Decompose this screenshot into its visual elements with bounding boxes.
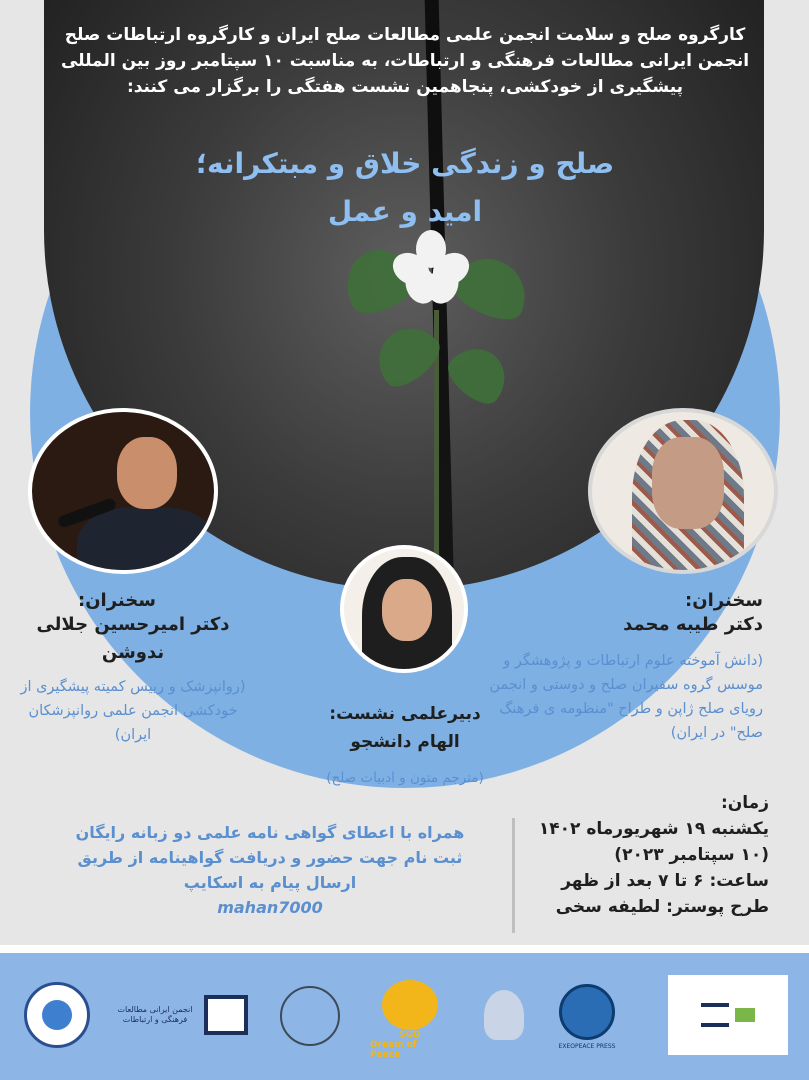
bird-icon	[484, 990, 524, 1040]
speaker-left-desc: (روانپزشک و رییس کمیته پیشگیری از خودکشی انجمن علمی روانپزشکان ایران)	[20, 679, 246, 743]
dove-icon	[382, 980, 438, 1030]
certificate-line-3: ارسال پیام به اسکایپ	[183, 873, 357, 892]
peace-studies-logo	[22, 980, 92, 1050]
moderator-avatar	[340, 545, 468, 673]
event-date-gregorian: (۱۰ سپتامبر ۲۰۲۳)	[614, 845, 769, 865]
wreath-icon	[280, 986, 340, 1046]
square-logo-icon	[204, 995, 248, 1035]
cultural-assoc-text: انجمن ایرانی مطالعات فرهنگی و ارتباطات	[117, 1005, 193, 1024]
cultural-assoc-logo	[110, 987, 250, 1043]
leaf-icon	[441, 336, 518, 411]
speaker-right-avatar	[588, 408, 778, 574]
unesco-chair-icon	[735, 1008, 755, 1022]
intro-text: کارگروه صلح و سلامت انجمن علمی مطالعات صلح ایران و کارگروه ارتباطات صلح انجمن ایرانی مطالعات فرهنگی و ارتباطات، به مناسبت ۱۰ سپتامبر روز بین المللی پیشگیری از خودکشی، پنجاهمین نشست هفتگی را برگزار می کنند:	[60, 25, 750, 97]
event-title	[120, 140, 690, 236]
unesco-logo	[668, 975, 788, 1055]
dream-of-peace-text: Dream of Peace	[370, 1040, 417, 1060]
speaker-right-label: سخنران:	[685, 590, 763, 611]
footer-logos	[0, 945, 809, 1080]
exeopeace-text: EXEOPEACE PRESS	[558, 1043, 616, 1050]
unesco-temple-icon	[701, 1003, 729, 1027]
moderator-label: دبیرعلمی نشست:	[329, 704, 481, 724]
footer-strip	[0, 945, 809, 953]
peace-comm-group-logo	[275, 985, 345, 1047]
dream-of-peace-logo	[370, 980, 450, 1060]
moderator-name: الهام دانشجو	[350, 732, 460, 752]
white-flower-icon	[396, 230, 466, 300]
speaker-left-avatar	[28, 408, 218, 574]
certificate-block	[40, 820, 500, 920]
skype-id[interactable]: mahan7000	[217, 898, 323, 917]
bird-logo	[476, 980, 532, 1050]
divider	[512, 818, 515, 933]
speaker-right-desc: (دانش آموخته علوم ارتباطات و پژوهشگر و موسس گروه سفیران صلح و دوستی و انجمن رویای صلح ژاپن و طراح "منظومه ی فرهنگ صلح" در ایران)	[489, 653, 763, 741]
speaker-left-block	[18, 590, 248, 747]
poster-credit: طرح پوستر: لطیفه سخی	[555, 897, 769, 917]
title-line-1: صلح و زندگی خلاق و مبتکرانه؛	[195, 147, 615, 180]
event-date: یکشنبه ۱۹ شهریورماه ۱۴۰۲	[538, 819, 769, 839]
event-hours: ساعت: ۶ تا ۷ بعد از ظهر	[561, 871, 769, 891]
moderator-block	[300, 700, 510, 790]
moderator-desc: (مترجم متون و ادبیات صلح)	[326, 770, 484, 786]
certificate-line-2: ثبت نام جهت حضور و دریافت گواهینامه از طریق	[77, 848, 463, 867]
time-label: زمان:	[720, 793, 769, 813]
sgd-text: SGD	[399, 1030, 421, 1040]
speaker-right-name: دکتر طیبه محمد	[623, 614, 763, 635]
speaker-left-name-1: دکتر امیرحسین جلالی	[36, 614, 230, 635]
speaker-left-label: سخنران:	[78, 590, 156, 611]
title-line-2: امید و عمل	[327, 195, 483, 228]
seal-icon	[559, 984, 615, 1040]
globe-icon	[42, 1000, 72, 1030]
exeopeace-logo	[552, 977, 622, 1057]
speaker-left-name-2: ندوشن	[101, 642, 165, 663]
certificate-line-1: همراه با اعطای گواهی نامه علمی دو زبانه رایگان	[75, 823, 465, 842]
